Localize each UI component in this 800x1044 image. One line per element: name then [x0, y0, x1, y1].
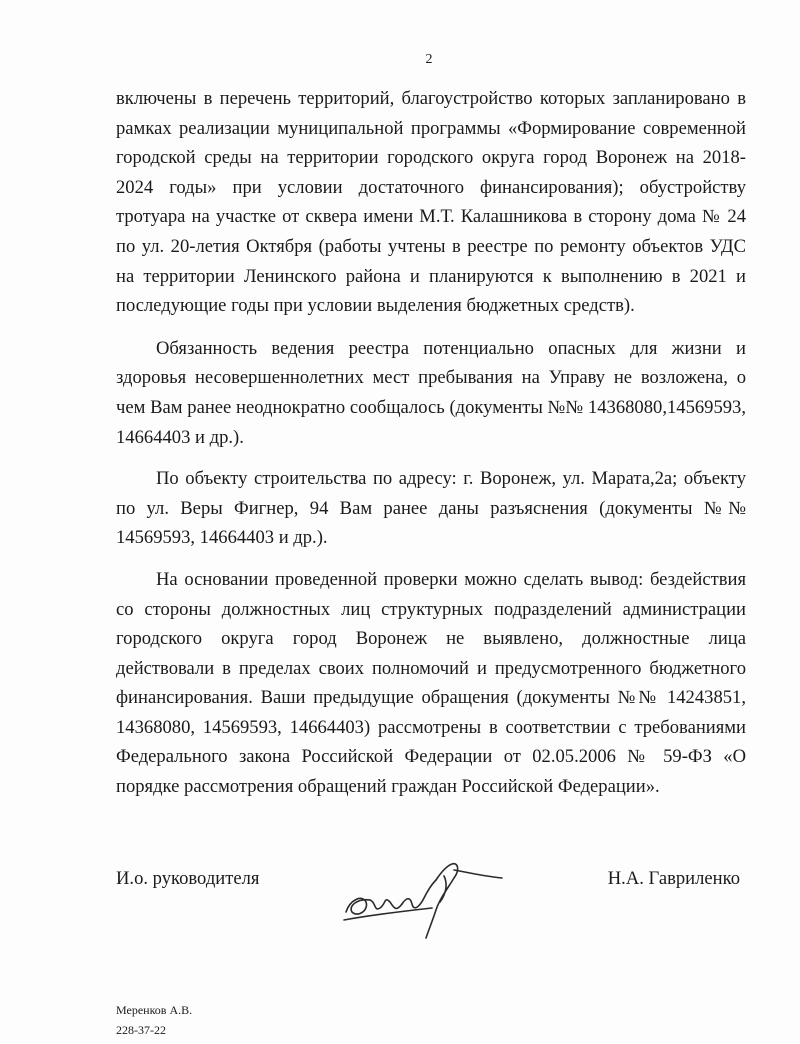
executor-phone: 228-37-22	[116, 1023, 166, 1037]
executor-info	[116, 1000, 192, 1040]
page-number: 2	[425, 52, 433, 67]
paragraph-construction-object: По объекту строительства по адресу: г. Воронеж, ул. Марата,2а; объекту по ул. Веры Фигнер, 94 Вам ранее даны разъяснения (документы №№ 14569593, 14664403 и др.).	[116, 468, 746, 549]
handwritten-signature	[336, 850, 506, 942]
signatory-title: И.о. руководителя	[116, 868, 260, 889]
executor-name: Меренков А.В.	[116, 1003, 193, 1017]
paragraph-registry: Обязанность ведения реестра потенциально опасных для жизни и здоровья несовершеннолетних мест пребывания на Управу не возложена, о чем Вам ранее неоднократно сообщалось (документы №№ 14368080,14569593, 14664403 и др.).	[116, 337, 746, 448]
letter-body	[116, 84, 746, 814]
paragraph-continuation: включены в перечень территорий, благоустройство которых запланировано в рамках реализации муниципальной программы «Формирование современной городской среды на территории городского округа город Воронеж на 2018-2024 годы» при условии достаточного финансирования); обустройству тротуара на участке от сквера имени М.Т. Калашникова в сторону дома № 24 по ул. 20-летия Октября (работы учтены в реестре по ремонту объектов УДС на территории Ленинского района и планируются к выполнению в 2021 и последующие годы при условии выделения бюджетных средств).	[116, 88, 746, 317]
paragraph-conclusion: На основании проведенной проверки можно сделать вывод: бездействия со стороны должностных лиц структурных подразделений администрации городского округа город Воронеж не выявлено, должностные лица действовали в пределах своих полномочий и предусмотренного бюджетного финансирования. Ваши предыдущие обращения (документы №№ 14243851, 14368080, 14569593, 14664403) рассмотрены в соответствии с требованиями Федерального закона Российской Федерации от 02.05.2006 № 59-ФЗ «О порядке рассмотрения обращений граждан Российской Федерации».	[116, 568, 746, 798]
signatory-name: Н.А. Гавриленко	[607, 868, 740, 889]
